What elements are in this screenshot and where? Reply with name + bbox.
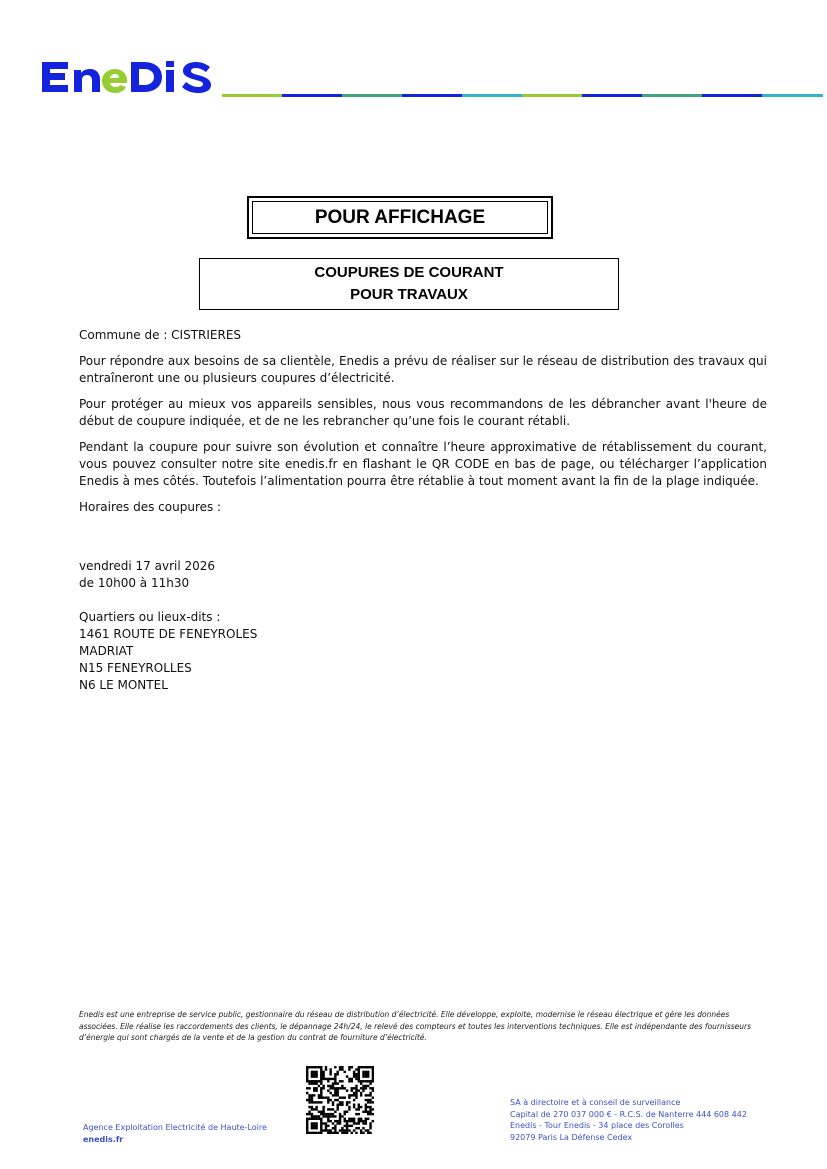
header-rule-segment [522,94,582,97]
notice-title-line1: COUPURES DE COURANT [314,264,504,281]
paragraph-tracking: Pendant la coupure pour suivre son évolution et connaître l’heure approximative de rétablissement du courant, vous pouvez consulter notre site enedis.fr en flashant le QR CODE en bas de page, ou télécharger l’application Enedis à mes côtés. Toutefois l’alimentation pourra être rétablie à tout moment avant la fin de la plage indiquée. [79,440,767,488]
outage-date: vendredi 17 avril 2026 [79,559,216,573]
company-line: 92079 Paris La Défense Cedex [510,1132,633,1142]
header-rule-segment [762,94,823,97]
agency-name: Agence Exploitation Electricité de Haute-Loire [83,1123,267,1132]
header-rule-segment [462,94,522,97]
schedule-label: Horaires des coupures : [79,500,222,514]
header-rule-segment [342,94,402,97]
company-line: SA à directoire et à conseil de surveillance [510,1098,681,1107]
display-title: POUR AFFICHAGE [252,201,548,234]
display-title-box [247,196,553,239]
header-colored-rule [222,94,823,97]
commune-line: Commune de : CISTRIERES [79,328,242,342]
places-label: Quartiers ou lieux-dits : [79,610,221,624]
header-rule-segment [222,94,282,97]
header-rule-segment [642,94,702,97]
header-rule-segment [402,94,462,97]
qr-code-icon[interactable] [306,1066,374,1134]
enedis-logo-icon [40,54,216,100]
place-item: N6 LE MONTEL [79,678,168,692]
outage-time-range: de 10h00 à 11h30 [79,576,190,590]
notice-title-line2: POUR TRAVAUX [350,286,468,303]
header-rule-segment [282,94,342,97]
header-rule-segment [702,94,762,97]
company-line: Capital de 270 037 000 € - R.C.S. de Nanterre 444 608 442 [510,1109,747,1119]
notice-body [79,327,767,694]
company-line: Enedis - Tour Enedis - 34 place des Corolles [510,1121,684,1130]
website-link[interactable]: enedis.fr [83,1135,124,1144]
place-item: 1461 ROUTE DE FENEYROLES [79,627,258,641]
place-item: N15 FENEYROLLES [79,661,192,675]
legal-notice: Enedis est une entreprise de service public, gestionnaire du réseau de distribution d’électricité. Elle développe, exploite, modernise le réseau électrique et gère les données associées. Elle réalise les raccordements des clients, le dépannage 24h/24, le relevé des compteurs et toutes les interventions techniques. Elle est indépendante des fournisseurs d’énergie qui sont chargés de la vente et de la gestion du contrat de fourniture d’électricité. [79,1010,752,1042]
enedis-logo [40,54,216,100]
footer-company-info [510,1097,747,1143]
header-rule-segment [582,94,642,97]
paragraph-intro: Pour répondre aux besoins de sa clientèle, Enedis a prévu de réaliser sur le réseau de distribution des travaux qui entraîneront une ou plusieurs coupures d’électricité. [79,354,767,385]
footer-agency [83,1122,267,1146]
paragraph-advice: Pour protéger au mieux vos appareils sensibles, nous vous recommandons de les débrancher avant l'heure de début de coupure indiquée, et de ne les rebrancher qu’une fois le courant rétabli. [79,397,767,428]
notice-title-box [199,258,619,310]
place-item: MADRIAT [79,644,134,658]
